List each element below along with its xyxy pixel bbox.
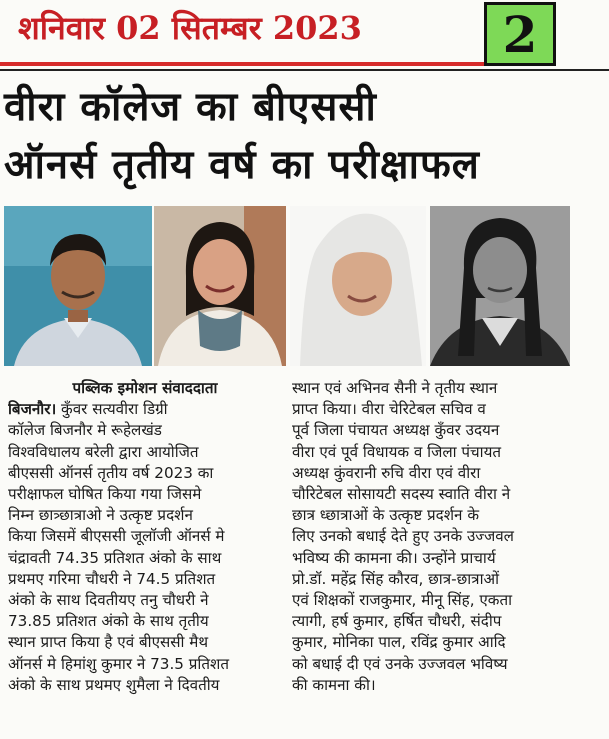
article-line: प्राप्त किया। वीरा चेरिटेबल सचिव व	[292, 400, 486, 419]
dateline: शनिवार 02 सितम्बर 2023	[18, 9, 362, 47]
article-line: कॉलेज बिजनौर मे रूहेलखंड	[8, 421, 162, 440]
student-photo-1	[4, 206, 152, 366]
article-line: प्रो.डॉ. महेंद्र सिंह कौरव, छात्र-छात्राओं	[292, 569, 500, 588]
article-line: परीक्षाफल घोषित किया गया जिसमे	[8, 485, 202, 504]
article-line: त्यागी, हर्ष कुमार, हर्षित चौधरी, संदीप	[292, 612, 502, 631]
newspaper-header	[0, 0, 609, 70]
photo-strip	[4, 206, 604, 366]
article-line: कुमार, मोनिका पाल, रविंद्र कुमार आदि	[292, 633, 506, 652]
article-line: किया जिसमें बीएससी जूलॉजी ऑनर्स मे	[8, 527, 225, 546]
article-line: छात्र ध्छात्राओं के उत्कृष्ट प्रदर्शन के	[292, 506, 479, 525]
article-column-1	[8, 378, 282, 696]
headline-line-2: ऑनर्स तृतीय वर्ष का परीक्षाफल	[4, 142, 480, 188]
article-line: अध्यक्ष कुंवरानी रुचि वीरा एवं वीरा	[292, 463, 481, 482]
article-line: स्थान एवं अभिनव सैनी ने तृतीय स्थान	[292, 379, 498, 397]
article-line: अंको के साथ दिवतीयए तनु चौधरी ने	[8, 591, 209, 610]
article-line: एवं शिक्षकों राजकुमार, मीनू सिंह, एकता	[292, 591, 513, 610]
article-line: 73.85 प्रतिशत अंको के साथ तृतीय	[8, 612, 209, 631]
article-line: लिए उनको बधाई देते हुए उनके उज्जवल	[292, 527, 514, 546]
headline-line-1: वीरा कॉलेज का बीएससी	[4, 84, 377, 130]
article-line: चौरिटेबल सोसायटी सदस्य स्वाति वीरा ने	[292, 485, 511, 504]
article-line: चंद्रावती 74.35 प्रतिशत अंको के साथ	[8, 548, 222, 567]
article-line: स्थान प्राप्त किया है एवं बीएससी मैथ	[8, 633, 209, 652]
page-number-badge: 2	[484, 2, 556, 66]
header-divider	[0, 69, 609, 71]
byline: पब्लिक इमोशन संवाददाता	[72, 379, 218, 397]
article-text: कुँवर सत्यवीरा डिग्री	[56, 400, 168, 419]
student-photo-3	[290, 206, 426, 366]
student-photo-4	[430, 206, 570, 366]
article-line: विश्वविधालय बरेली द्वारा आयोजित	[8, 442, 199, 461]
header-red-rule	[0, 62, 484, 66]
article-line: को बधाई दी एवं उनके उज्जवल भविष्य	[292, 654, 508, 673]
article-line: की कामना की।	[292, 675, 376, 694]
article-line	[8, 399, 282, 420]
article-line: पूर्व जिला पंचायत अध्यक्ष कुँवर उदयन	[292, 421, 500, 440]
article-column-2	[292, 378, 592, 696]
article-line: भविष्य की कामना की। उन्होंने प्राचार्य	[292, 548, 496, 567]
student-photo-2	[154, 206, 286, 366]
article-line: वीरा एवं पूर्व विधायक व जिला पंचायत	[292, 442, 502, 461]
article-line: बीएससी ऑनर्स तृतीय वर्ष 2023 का	[8, 463, 214, 482]
article-line: ऑनर्स मे हिमांशु कुमार ने 73.5 प्रतिशत	[8, 654, 229, 673]
article-line: निम्न छात्र्छात्राओ ने उत्कृष्ट प्रदर्शन	[8, 506, 193, 525]
article-line: प्रथमए गरिमा चौधरी ने 74.5 प्रतिशत	[8, 569, 216, 588]
headline	[4, 78, 604, 194]
dateline-place: बिजनौर।	[8, 400, 57, 419]
article-line: अंको के साथ प्रथमए शुमैला ने दिवतीय	[8, 675, 220, 694]
